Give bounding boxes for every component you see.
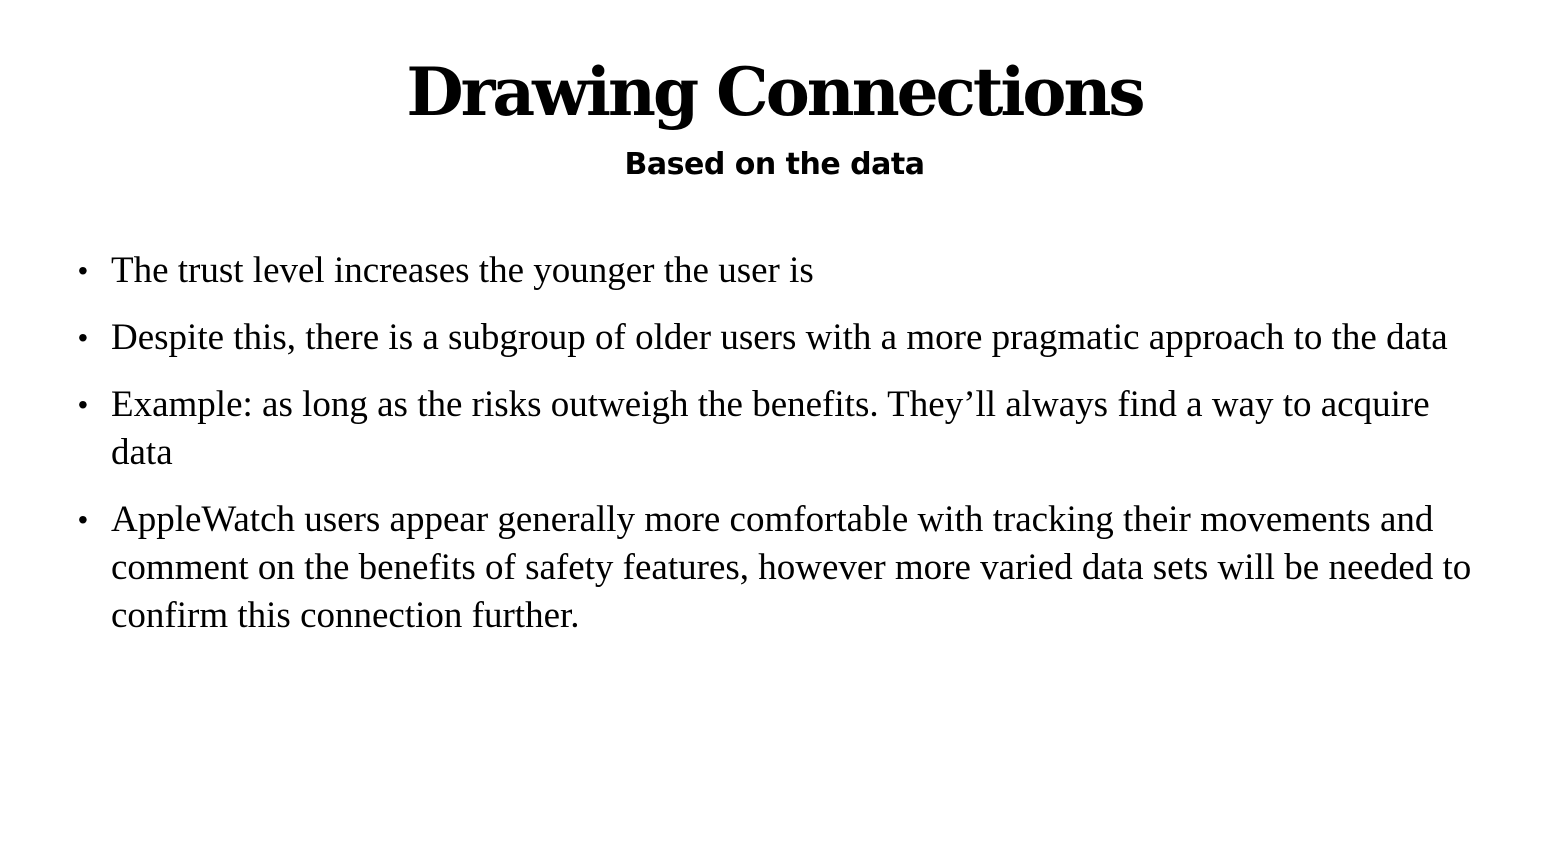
bullet-text: AppleWatch users appear generally more comfortable with tracking their movements and comment on the benefits of safety features, however more varied data sets will be needed to confirm this connection further. — [111, 499, 1472, 636]
bullet-point-icon: • — [78, 504, 88, 535]
slide-title: Drawing Connections — [406, 53, 1143, 131]
bullet-item — [74, 314, 1474, 362]
bullet-text: Despite this, there is a subgroup of older users with a more pragmatic approach to the data — [111, 317, 1448, 358]
bullet-point-icon: • — [78, 322, 88, 353]
bullet-list — [74, 247, 1474, 659]
bullet-text: The trust level increases the younger the user is — [111, 250, 814, 291]
bullet-text: Example: as long as the risks outweigh the benefits. They’ll always find a way to acquire data — [111, 384, 1430, 473]
bullet-item — [74, 496, 1474, 640]
bullet-point-icon: • — [78, 255, 88, 286]
bullet-point-icon: • — [78, 389, 88, 420]
bullet-item — [74, 247, 1474, 295]
slide-subtitle: Based on the data — [624, 147, 925, 182]
bullet-item — [74, 381, 1474, 477]
